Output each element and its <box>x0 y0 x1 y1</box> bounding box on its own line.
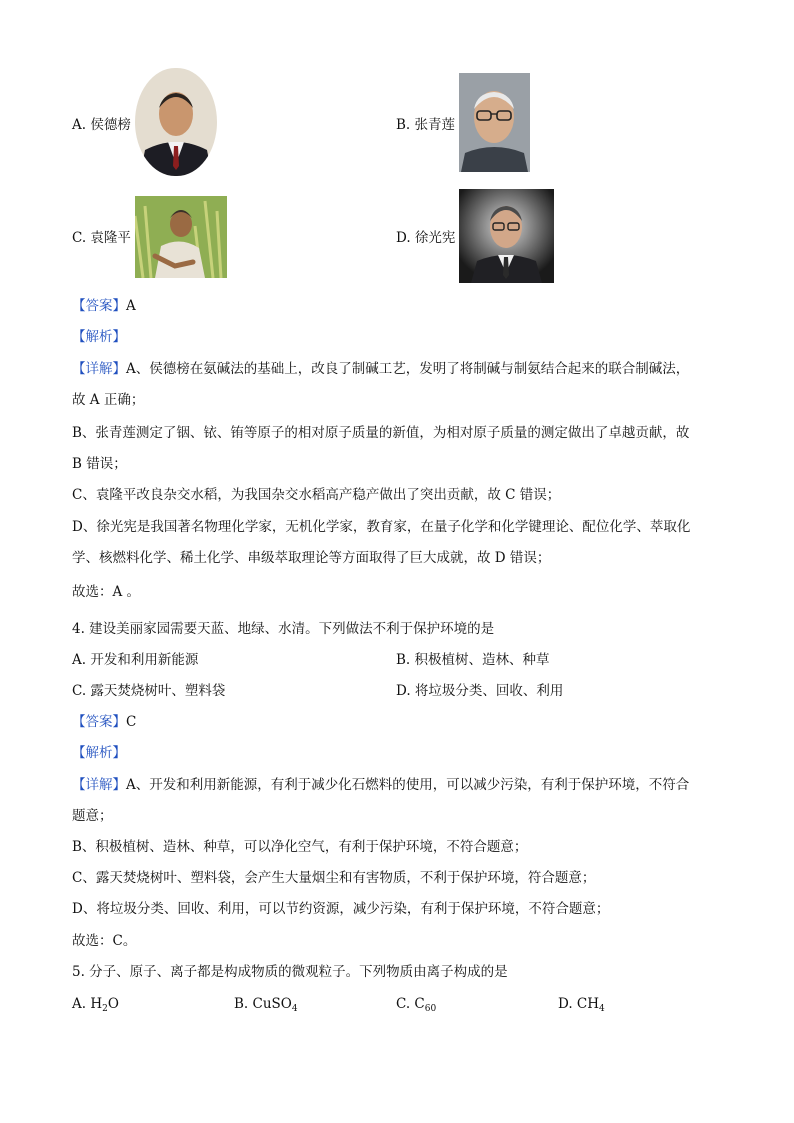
q3-option-d: D. 徐光宪 <box>396 230 456 246</box>
q3-analysis-tag: 【解析】 <box>72 329 126 345</box>
detail-tag: 【详解】 <box>72 361 126 377</box>
q3-option-c: C. 袁隆平 <box>72 230 131 246</box>
q5-option-c: C. $C_{60}$ <box>396 996 437 1014</box>
q4-detail-line: C、露天焚烧树叶、塑料袋，会产生大量烟尘和有害物质，不利于保护环境，符合题意； <box>72 870 596 886</box>
q5-option-a: A. $H_2O$ <box>72 996 119 1014</box>
q4-stem: 4. 建设美丽家园需要天蓝、地绿、水清。下列做法不利于保护环境的是 <box>72 621 495 637</box>
q3-detail-line: C、袁隆平改良杂交水稻，为我国杂交水稻高产稳产做出了突出贡献，故 C 错误； <box>72 487 561 503</box>
portrait-photo-houdebang <box>135 68 217 176</box>
q4-analysis-tag: 【解析】 <box>72 745 126 761</box>
q4-option-c: C. 露天焚烧树叶、塑料袋 <box>72 683 226 699</box>
q4-answer <box>72 713 136 731</box>
q3-option-b: B. 张青莲 <box>396 117 456 133</box>
q3-detail-line: B 错误； <box>72 456 127 472</box>
q3-detail-line: 故选：A 。 <box>72 584 141 600</box>
q5-option-b: B. CuSO$_4$ <box>234 996 298 1014</box>
answer-tag: 【答案】 <box>72 298 126 314</box>
q3-option-a: A. 侯德榜 <box>72 117 131 133</box>
q4-detail-line: 题意； <box>72 808 113 824</box>
answer-tag: 【答案】 <box>72 714 126 730</box>
q3-detail-line: D、徐光宪是我国著名物理化学家，无机化学家，教育家，在量子化学和化学键理论、配位化学、萃取化 <box>72 519 691 535</box>
q4-detail-line: B、积极植树、造林、种草，可以净化空气，有利于保护环境，不符合题意； <box>72 839 528 855</box>
q3-detail-line: B、张青莲测定了铟、铱、铕等原子的相对原子质量的新值，为相对原子质量的测定做出了卓越贡献，故 <box>72 425 690 441</box>
q4-option-d: D. 将垃圾分类、回收、利用 <box>396 683 564 699</box>
portrait-photo-xuguangxian <box>459 189 554 283</box>
q3-detail-line: 故 A 正确； <box>72 392 145 408</box>
detail-tag: 【详解】 <box>72 777 126 793</box>
q4-option-a: A. 开发和利用新能源 <box>72 652 199 668</box>
q4-detail-line: 故选：C。 <box>72 933 137 949</box>
q4-detail-line: 【详解】A、开发和利用新能源，有利于减少化石燃料的使用，可以减少污染，有利于保护环境，不符合 <box>72 777 690 793</box>
q4-detail-line: D、将垃圾分类、回收、利用，可以节约资源，减少污染，有利于保护环境，不符合题意； <box>72 901 610 917</box>
portrait-photo-yuanlongping <box>135 196 227 278</box>
answer-value: C <box>126 714 137 730</box>
q3-answer <box>72 297 136 315</box>
q5-option-d: D. $CH_4$ <box>558 996 605 1014</box>
q3-detail-line: 【详解】A、侯德榜在氨碱法的基础上，改良了制碱工艺，发明了将制碱与制氨结合起来的联合制碱法， <box>72 361 690 377</box>
portrait-photo-zhangqinglian <box>459 73 530 172</box>
q4-option-b: B. 积极植树、造林、种草 <box>396 652 550 668</box>
q5-stem: 5. 分子、原子、离子都是构成物质的微观粒子。下列物质由离子构成的是 <box>72 964 508 980</box>
answer-value: A <box>126 298 136 314</box>
q3-detail-line: 学、核燃料化学、稀土化学、串级萃取理论等方面取得了巨大成就，故 D 错误； <box>72 550 551 566</box>
